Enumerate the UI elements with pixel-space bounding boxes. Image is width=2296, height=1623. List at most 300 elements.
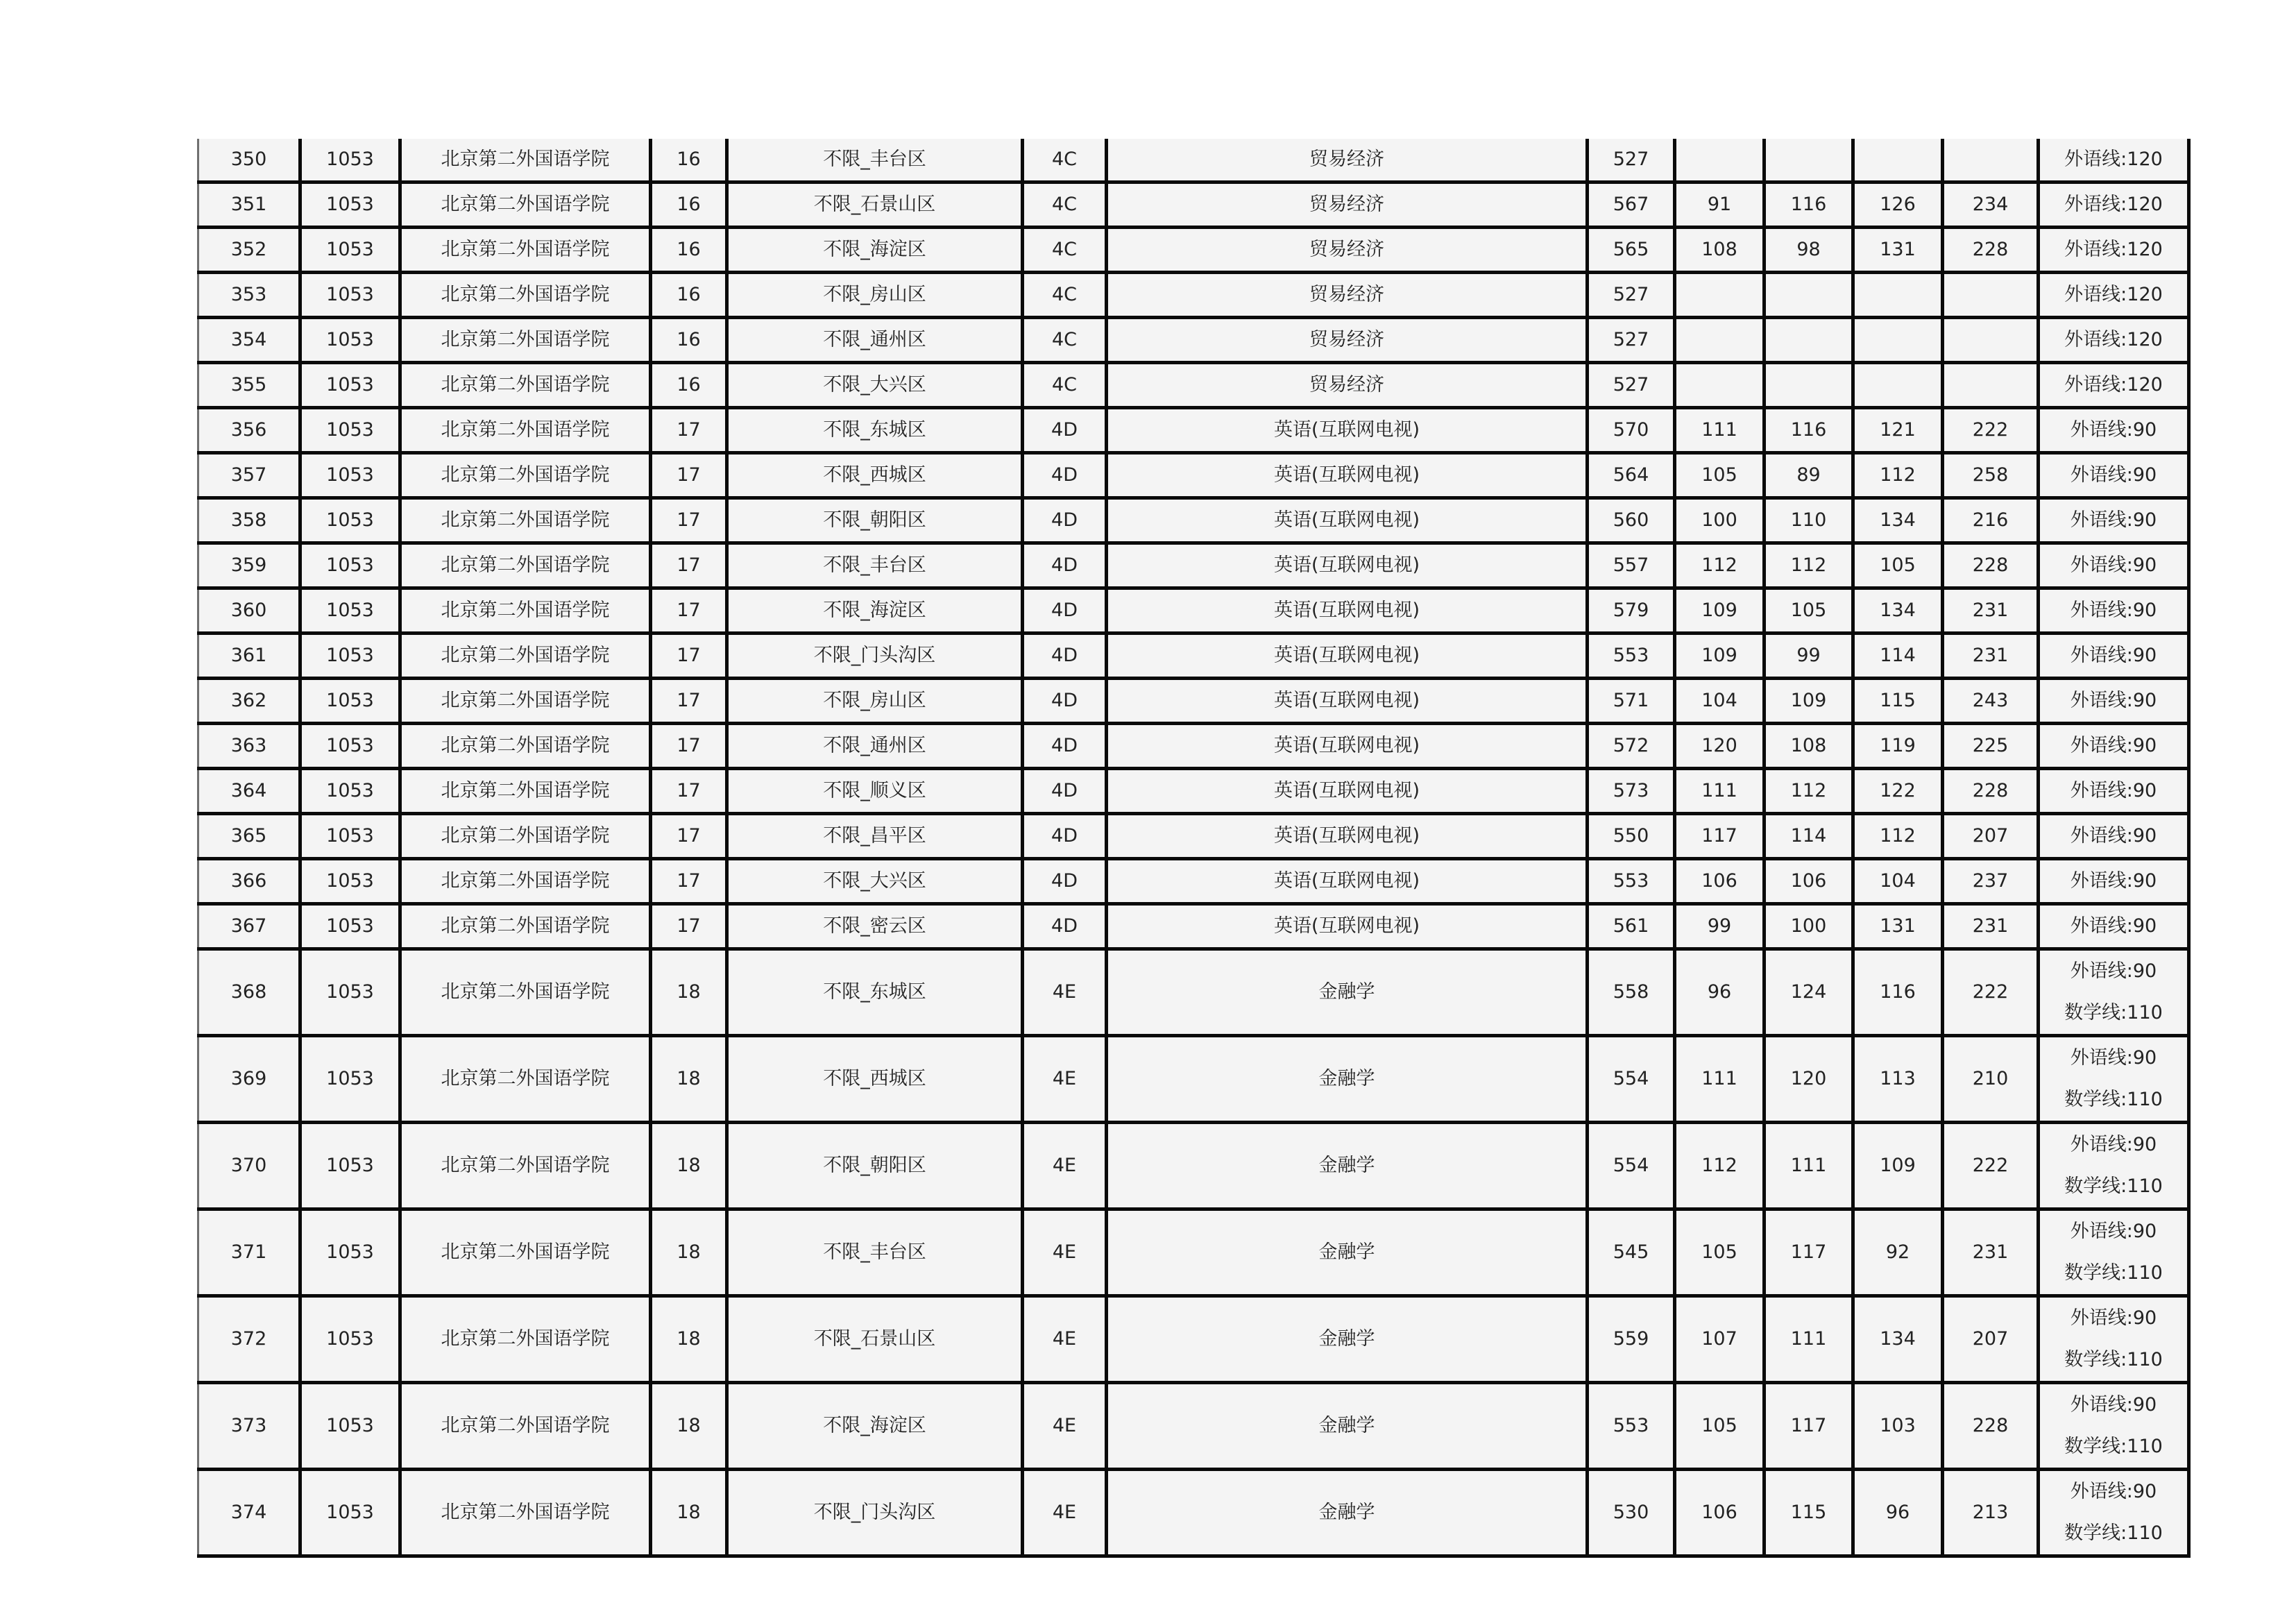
school-name-cell: 北京第二外国语学院 bbox=[400, 139, 651, 182]
table-row bbox=[198, 139, 2189, 182]
school-code-cell: 1053 bbox=[300, 228, 400, 273]
subject-score-4-cell: 213 bbox=[1943, 1470, 2039, 1556]
major-name-cell: 贸易经济 bbox=[1107, 318, 1588, 363]
score-line-note: 外语线:120 bbox=[2064, 284, 2163, 305]
subject-score-2-cell: 100 bbox=[1764, 904, 1853, 949]
subject-score-2-cell: 105 bbox=[1764, 588, 1853, 634]
subject-score-3-cell: 121 bbox=[1853, 408, 1943, 453]
school-code-cell: 1053 bbox=[300, 724, 400, 769]
major-code-cell: 4C bbox=[1023, 273, 1107, 318]
total-score-cell: 572 bbox=[1588, 724, 1675, 769]
school-code-cell: 1053 bbox=[300, 949, 400, 1036]
subject-score-3-cell: 119 bbox=[1853, 724, 1943, 769]
subject-score-2-cell: 114 bbox=[1764, 814, 1853, 859]
major-name-cell: 英语(互联网电视) bbox=[1107, 814, 1588, 859]
district-cell: 不限_丰台区 bbox=[727, 1209, 1023, 1296]
subject-score-2-cell: 109 bbox=[1764, 679, 1853, 724]
subject-score-3-cell: 103 bbox=[1853, 1383, 1943, 1470]
subject-score-3-cell: 114 bbox=[1853, 634, 1943, 679]
subject-score-1-cell bbox=[1675, 139, 1764, 182]
district-cell: 不限_通州区 bbox=[727, 318, 1023, 363]
subject-score-2-cell: 117 bbox=[1764, 1209, 1853, 1296]
school-name-cell: 北京第二外国语学院 bbox=[400, 318, 651, 363]
score-line-note-cell bbox=[2039, 1383, 2189, 1470]
subject-score-4-cell: 207 bbox=[1943, 814, 2039, 859]
score-line-note: 数学线:110 bbox=[2064, 1089, 2163, 1110]
subject-score-2-cell: 99 bbox=[1764, 634, 1853, 679]
subject-score-2-cell: 98 bbox=[1764, 228, 1853, 273]
major-code-cell: 4E bbox=[1023, 1470, 1107, 1556]
school-code-cell: 1053 bbox=[300, 182, 400, 228]
table-row bbox=[198, 228, 2189, 273]
subject-score-3-cell: 134 bbox=[1853, 498, 1943, 543]
row-number-cell: 370 bbox=[198, 1123, 300, 1209]
district-cell: 不限_门头沟区 bbox=[727, 634, 1023, 679]
total-score-cell: 530 bbox=[1588, 1470, 1675, 1556]
major-name-cell: 贸易经济 bbox=[1107, 182, 1588, 228]
school-code-cell: 1053 bbox=[300, 139, 400, 182]
school-code-cell: 1053 bbox=[300, 679, 400, 724]
district-cell: 不限_顺义区 bbox=[727, 769, 1023, 814]
school-name-cell: 北京第二外国语学院 bbox=[400, 679, 651, 724]
subject-score-2-cell: 108 bbox=[1764, 724, 1853, 769]
district-cell: 不限_朝阳区 bbox=[727, 1123, 1023, 1209]
district-cell: 不限_大兴区 bbox=[727, 859, 1023, 904]
row-number-cell: 360 bbox=[198, 588, 300, 634]
score-line-note: 外语线:90 bbox=[2070, 419, 2157, 441]
subject-score-1-cell: 106 bbox=[1675, 1470, 1764, 1556]
district-cell: 不限_门头沟区 bbox=[727, 1470, 1023, 1556]
subject-score-1-cell: 106 bbox=[1675, 859, 1764, 904]
group-code-cell: 17 bbox=[651, 769, 727, 814]
district-cell: 不限_大兴区 bbox=[727, 363, 1023, 408]
subject-score-4-cell: 222 bbox=[1943, 1123, 2039, 1209]
table-row bbox=[198, 859, 2189, 904]
school-name-cell: 北京第二外国语学院 bbox=[400, 724, 651, 769]
major-name-cell: 英语(互联网电视) bbox=[1107, 543, 1588, 588]
school-code-cell: 1053 bbox=[300, 769, 400, 814]
school-name-cell: 北京第二外国语学院 bbox=[400, 634, 651, 679]
major-name-cell: 金融学 bbox=[1107, 1470, 1588, 1556]
subject-score-1-cell: 117 bbox=[1675, 814, 1764, 859]
total-score-cell: 527 bbox=[1588, 139, 1675, 182]
subject-score-1-cell: 111 bbox=[1675, 1036, 1764, 1123]
subject-score-2-cell: 112 bbox=[1764, 543, 1853, 588]
major-name-cell: 金融学 bbox=[1107, 949, 1588, 1036]
score-line-note: 外语线:90 bbox=[2070, 1307, 2157, 1329]
subject-score-3-cell: 131 bbox=[1853, 904, 1943, 949]
school-code-cell: 1053 bbox=[300, 318, 400, 363]
score-line-note-cell bbox=[2039, 859, 2189, 904]
subject-score-2-cell: 112 bbox=[1764, 769, 1853, 814]
major-name-cell: 英语(互联网电视) bbox=[1107, 408, 1588, 453]
subject-score-2-cell: 116 bbox=[1764, 408, 1853, 453]
subject-score-4-cell bbox=[1943, 318, 2039, 363]
total-score-cell: 560 bbox=[1588, 498, 1675, 543]
subject-score-1-cell bbox=[1675, 318, 1764, 363]
table-row bbox=[198, 769, 2189, 814]
subject-score-1-cell: 112 bbox=[1675, 543, 1764, 588]
row-number-cell: 358 bbox=[198, 498, 300, 543]
total-score-cell: 571 bbox=[1588, 679, 1675, 724]
table-row bbox=[198, 273, 2189, 318]
score-line-note-cell bbox=[2039, 182, 2189, 228]
district-cell: 不限_房山区 bbox=[727, 273, 1023, 318]
subject-score-1-cell: 100 bbox=[1675, 498, 1764, 543]
school-code-cell: 1053 bbox=[300, 859, 400, 904]
score-line-note: 数学线:110 bbox=[2064, 1522, 2163, 1544]
row-number-cell: 354 bbox=[198, 318, 300, 363]
subject-score-1-cell: 91 bbox=[1675, 182, 1764, 228]
subject-score-1-cell bbox=[1675, 363, 1764, 408]
school-name-cell: 北京第二外国语学院 bbox=[400, 408, 651, 453]
score-line-note-cell bbox=[2039, 543, 2189, 588]
group-code-cell: 17 bbox=[651, 679, 727, 724]
score-line-note: 外语线:90 bbox=[2070, 1481, 2157, 1502]
score-line-note-cell bbox=[2039, 228, 2189, 273]
subject-score-2-cell: 106 bbox=[1764, 859, 1853, 904]
group-code-cell: 17 bbox=[651, 453, 727, 498]
school-code-cell: 1053 bbox=[300, 634, 400, 679]
row-number-cell: 374 bbox=[198, 1470, 300, 1556]
school-name-cell: 北京第二外国语学院 bbox=[400, 543, 651, 588]
score-line-note: 数学线:110 bbox=[2064, 1175, 2163, 1197]
score-line-note: 外语线:90 bbox=[2070, 1134, 2157, 1155]
row-number-cell: 357 bbox=[198, 453, 300, 498]
score-line-note: 外语线:90 bbox=[2070, 690, 2157, 711]
score-line-note: 外语线:120 bbox=[2064, 239, 2163, 260]
subject-score-4-cell: 222 bbox=[1943, 408, 2039, 453]
score-line-note: 外语线:90 bbox=[2070, 870, 2157, 892]
total-score-cell: 527 bbox=[1588, 318, 1675, 363]
row-number-cell: 365 bbox=[198, 814, 300, 859]
row-number-cell: 366 bbox=[198, 859, 300, 904]
score-line-note-cell bbox=[2039, 363, 2189, 408]
table-row bbox=[198, 408, 2189, 453]
major-name-cell: 金融学 bbox=[1107, 1123, 1588, 1209]
score-line-note-cell bbox=[2039, 318, 2189, 363]
total-score-cell: 559 bbox=[1588, 1296, 1675, 1383]
school-name-cell: 北京第二外国语学院 bbox=[400, 1209, 651, 1296]
major-name-cell: 贸易经济 bbox=[1107, 363, 1588, 408]
table-row bbox=[198, 949, 2189, 1036]
subject-score-1-cell: 111 bbox=[1675, 769, 1764, 814]
subject-score-1-cell: 109 bbox=[1675, 588, 1764, 634]
subject-score-1-cell: 105 bbox=[1675, 1383, 1764, 1470]
subject-score-2-cell bbox=[1764, 273, 1853, 318]
major-code-cell: 4C bbox=[1023, 182, 1107, 228]
subject-score-3-cell: 131 bbox=[1853, 228, 1943, 273]
row-number-cell: 372 bbox=[198, 1296, 300, 1383]
total-score-cell: 579 bbox=[1588, 588, 1675, 634]
score-line-note-cell bbox=[2039, 769, 2189, 814]
group-code-cell: 18 bbox=[651, 1383, 727, 1470]
major-code-cell: 4D bbox=[1023, 543, 1107, 588]
group-code-cell: 18 bbox=[651, 1209, 727, 1296]
score-line-note: 外语线:90 bbox=[2070, 735, 2157, 756]
school-code-cell: 1053 bbox=[300, 543, 400, 588]
total-score-cell: 554 bbox=[1588, 1036, 1675, 1123]
score-line-note-cell bbox=[2039, 1209, 2189, 1296]
school-code-cell: 1053 bbox=[300, 1470, 400, 1556]
major-code-cell: 4D bbox=[1023, 408, 1107, 453]
table-row bbox=[198, 679, 2189, 724]
subject-score-2-cell: 120 bbox=[1764, 1036, 1853, 1123]
table-row bbox=[198, 1036, 2189, 1123]
score-line-note: 外语线:90 bbox=[2070, 645, 2157, 666]
major-name-cell: 英语(互联网电视) bbox=[1107, 904, 1588, 949]
subject-score-3-cell: 126 bbox=[1853, 182, 1943, 228]
table-body bbox=[198, 139, 2189, 1556]
subject-score-3-cell: 112 bbox=[1853, 453, 1943, 498]
school-code-cell: 1053 bbox=[300, 588, 400, 634]
score-line-note-cell bbox=[2039, 724, 2189, 769]
group-code-cell: 16 bbox=[651, 182, 727, 228]
row-number-cell: 363 bbox=[198, 724, 300, 769]
school-name-cell: 北京第二外国语学院 bbox=[400, 588, 651, 634]
total-score-cell: 567 bbox=[1588, 182, 1675, 228]
district-cell: 不限_东城区 bbox=[727, 408, 1023, 453]
major-code-cell: 4E bbox=[1023, 949, 1107, 1036]
row-number-cell: 371 bbox=[198, 1209, 300, 1296]
score-line-note: 外语线:90 bbox=[2070, 554, 2157, 576]
school-name-cell: 北京第二外国语学院 bbox=[400, 904, 651, 949]
score-line-note: 外语线:90 bbox=[2070, 600, 2157, 621]
subject-score-4-cell: 234 bbox=[1943, 182, 2039, 228]
major-name-cell: 贸易经济 bbox=[1107, 139, 1588, 182]
table-row bbox=[198, 453, 2189, 498]
score-line-note-cell bbox=[2039, 1036, 2189, 1123]
row-number-cell: 355 bbox=[198, 363, 300, 408]
subject-score-4-cell: 228 bbox=[1943, 543, 2039, 588]
school-name-cell: 北京第二外国语学院 bbox=[400, 498, 651, 543]
subject-score-4-cell: 231 bbox=[1943, 1209, 2039, 1296]
subject-score-3-cell: 134 bbox=[1853, 588, 1943, 634]
score-line-note: 外语线:90 bbox=[2070, 509, 2157, 531]
group-code-cell: 18 bbox=[651, 1036, 727, 1123]
total-score-cell: 553 bbox=[1588, 1383, 1675, 1470]
subject-score-2-cell bbox=[1764, 139, 1853, 182]
total-score-cell: 554 bbox=[1588, 1123, 1675, 1209]
total-score-cell: 553 bbox=[1588, 634, 1675, 679]
total-score-cell: 558 bbox=[1588, 949, 1675, 1036]
subject-score-1-cell: 107 bbox=[1675, 1296, 1764, 1383]
subject-score-3-cell: 92 bbox=[1853, 1209, 1943, 1296]
district-cell: 不限_丰台区 bbox=[727, 139, 1023, 182]
major-code-cell: 4E bbox=[1023, 1209, 1107, 1296]
subject-score-1-cell bbox=[1675, 273, 1764, 318]
total-score-cell: 570 bbox=[1588, 408, 1675, 453]
subject-score-4-cell bbox=[1943, 363, 2039, 408]
school-code-cell: 1053 bbox=[300, 1296, 400, 1383]
group-code-cell: 17 bbox=[651, 588, 727, 634]
subject-score-4-cell: 237 bbox=[1943, 859, 2039, 904]
major-code-cell: 4C bbox=[1023, 139, 1107, 182]
school-code-cell: 1053 bbox=[300, 498, 400, 543]
score-line-note: 外语线:90 bbox=[2070, 780, 2157, 801]
subject-score-3-cell: 109 bbox=[1853, 1123, 1943, 1209]
subject-score-3-cell: 105 bbox=[1853, 543, 1943, 588]
school-name-cell: 北京第二外国语学院 bbox=[400, 949, 651, 1036]
subject-score-1-cell: 104 bbox=[1675, 679, 1764, 724]
table-row bbox=[198, 363, 2189, 408]
school-name-cell: 北京第二外国语学院 bbox=[400, 859, 651, 904]
major-name-cell: 英语(互联网电视) bbox=[1107, 859, 1588, 904]
subject-score-3-cell: 116 bbox=[1853, 949, 1943, 1036]
subject-score-2-cell: 115 bbox=[1764, 1470, 1853, 1556]
score-line-note-cell bbox=[2039, 408, 2189, 453]
major-code-cell: 4E bbox=[1023, 1123, 1107, 1209]
subject-score-4-cell: 222 bbox=[1943, 949, 2039, 1036]
subject-score-4-cell: 231 bbox=[1943, 904, 2039, 949]
major-name-cell: 贸易经济 bbox=[1107, 273, 1588, 318]
school-code-cell: 1053 bbox=[300, 1123, 400, 1209]
group-code-cell: 18 bbox=[651, 949, 727, 1036]
district-cell: 不限_石景山区 bbox=[727, 1296, 1023, 1383]
school-code-cell: 1053 bbox=[300, 408, 400, 453]
major-name-cell: 英语(互联网电视) bbox=[1107, 769, 1588, 814]
group-code-cell: 17 bbox=[651, 543, 727, 588]
total-score-cell: 564 bbox=[1588, 453, 1675, 498]
subject-score-1-cell: 120 bbox=[1675, 724, 1764, 769]
subject-score-1-cell: 111 bbox=[1675, 408, 1764, 453]
score-line-note-cell bbox=[2039, 1296, 2189, 1383]
row-number-cell: 362 bbox=[198, 679, 300, 724]
group-code-cell: 18 bbox=[651, 1296, 727, 1383]
major-code-cell: 4D bbox=[1023, 679, 1107, 724]
subject-score-4-cell: 231 bbox=[1943, 588, 2039, 634]
subject-score-4-cell bbox=[1943, 139, 2039, 182]
score-line-note-cell bbox=[2039, 679, 2189, 724]
score-line-note-cell bbox=[2039, 904, 2189, 949]
table-row bbox=[198, 318, 2189, 363]
score-line-note: 外语线:120 bbox=[2064, 329, 2163, 350]
subject-score-4-cell: 228 bbox=[1943, 1383, 2039, 1470]
subject-score-4-cell: 225 bbox=[1943, 724, 2039, 769]
school-code-cell: 1053 bbox=[300, 814, 400, 859]
row-number-cell: 364 bbox=[198, 769, 300, 814]
subject-score-1-cell: 109 bbox=[1675, 634, 1764, 679]
total-score-cell: 565 bbox=[1588, 228, 1675, 273]
group-code-cell: 17 bbox=[651, 814, 727, 859]
row-number-cell: 352 bbox=[198, 228, 300, 273]
major-name-cell: 英语(互联网电视) bbox=[1107, 498, 1588, 543]
major-name-cell: 金融学 bbox=[1107, 1209, 1588, 1296]
district-cell: 不限_通州区 bbox=[727, 724, 1023, 769]
score-line-note-cell bbox=[2039, 634, 2189, 679]
major-name-cell: 金融学 bbox=[1107, 1296, 1588, 1383]
school-name-cell: 北京第二外国语学院 bbox=[400, 1036, 651, 1123]
score-line-note: 外语线:120 bbox=[2064, 194, 2163, 215]
row-number-cell: 359 bbox=[198, 543, 300, 588]
school-name-cell: 北京第二外国语学院 bbox=[400, 273, 651, 318]
score-line-note: 外语线:90 bbox=[2070, 1394, 2157, 1416]
major-name-cell: 英语(互联网电视) bbox=[1107, 453, 1588, 498]
subject-score-2-cell: 111 bbox=[1764, 1123, 1853, 1209]
table-row bbox=[198, 1123, 2189, 1209]
subject-score-4-cell: 231 bbox=[1943, 634, 2039, 679]
row-number-cell: 356 bbox=[198, 408, 300, 453]
subject-score-2-cell: 116 bbox=[1764, 182, 1853, 228]
school-name-cell: 北京第二外国语学院 bbox=[400, 1383, 651, 1470]
score-line-note-cell bbox=[2039, 273, 2189, 318]
table-row bbox=[198, 588, 2189, 634]
school-code-cell: 1053 bbox=[300, 453, 400, 498]
school-code-cell: 1053 bbox=[300, 363, 400, 408]
subject-score-3-cell: 122 bbox=[1853, 769, 1943, 814]
district-cell: 不限_西城区 bbox=[727, 453, 1023, 498]
total-score-cell: 553 bbox=[1588, 859, 1675, 904]
major-code-cell: 4C bbox=[1023, 228, 1107, 273]
row-number-cell: 351 bbox=[198, 182, 300, 228]
table-row bbox=[198, 182, 2189, 228]
school-name-cell: 北京第二外国语学院 bbox=[400, 814, 651, 859]
major-code-cell: 4D bbox=[1023, 588, 1107, 634]
subject-score-3-cell bbox=[1853, 318, 1943, 363]
score-line-note-cell bbox=[2039, 1470, 2189, 1556]
table-row bbox=[198, 904, 2189, 949]
subject-score-4-cell: 243 bbox=[1943, 679, 2039, 724]
district-cell: 不限_丰台区 bbox=[727, 543, 1023, 588]
subject-score-3-cell: 96 bbox=[1853, 1470, 1943, 1556]
score-line-note-cell bbox=[2039, 949, 2189, 1036]
school-name-cell: 北京第二外国语学院 bbox=[400, 1123, 651, 1209]
row-number-cell: 350 bbox=[198, 139, 300, 182]
subject-score-1-cell: 112 bbox=[1675, 1123, 1764, 1209]
score-line-note: 外语线:120 bbox=[2064, 148, 2163, 170]
school-code-cell: 1053 bbox=[300, 273, 400, 318]
subject-score-4-cell: 216 bbox=[1943, 498, 2039, 543]
score-line-note: 数学线:110 bbox=[2064, 1262, 2163, 1284]
district-cell: 不限_海淀区 bbox=[727, 588, 1023, 634]
total-score-cell: 561 bbox=[1588, 904, 1675, 949]
major-code-cell: 4D bbox=[1023, 769, 1107, 814]
subject-score-3-cell: 112 bbox=[1853, 814, 1943, 859]
district-cell: 不限_西城区 bbox=[727, 1036, 1023, 1123]
score-line-note: 外语线:120 bbox=[2064, 374, 2163, 396]
major-name-cell: 英语(互联网电视) bbox=[1107, 724, 1588, 769]
district-cell: 不限_房山区 bbox=[727, 679, 1023, 724]
group-code-cell: 16 bbox=[651, 139, 727, 182]
subject-score-2-cell bbox=[1764, 318, 1853, 363]
subject-score-2-cell: 111 bbox=[1764, 1296, 1853, 1383]
major-code-cell: 4D bbox=[1023, 453, 1107, 498]
score-line-note-cell bbox=[2039, 588, 2189, 634]
major-code-cell: 4E bbox=[1023, 1383, 1107, 1470]
subject-score-3-cell bbox=[1853, 139, 1943, 182]
table-row bbox=[198, 498, 2189, 543]
row-number-cell: 373 bbox=[198, 1383, 300, 1470]
major-name-cell: 英语(互联网电视) bbox=[1107, 588, 1588, 634]
district-cell: 不限_昌平区 bbox=[727, 814, 1023, 859]
subject-score-2-cell: 117 bbox=[1764, 1383, 1853, 1470]
subject-score-1-cell: 108 bbox=[1675, 228, 1764, 273]
total-score-cell: 573 bbox=[1588, 769, 1675, 814]
score-line-note: 数学线:110 bbox=[2064, 1002, 2163, 1023]
major-code-cell: 4D bbox=[1023, 859, 1107, 904]
row-number-cell: 367 bbox=[198, 904, 300, 949]
district-cell: 不限_石景山区 bbox=[727, 182, 1023, 228]
subject-score-4-cell: 228 bbox=[1943, 228, 2039, 273]
row-number-cell: 361 bbox=[198, 634, 300, 679]
score-line-note: 外语线:90 bbox=[2070, 1047, 2157, 1069]
subject-score-1-cell: 96 bbox=[1675, 949, 1764, 1036]
score-line-note: 外语线:90 bbox=[2070, 825, 2157, 847]
group-code-cell: 16 bbox=[651, 228, 727, 273]
subject-score-3-cell bbox=[1853, 363, 1943, 408]
subject-score-1-cell: 105 bbox=[1675, 1209, 1764, 1296]
district-cell: 不限_海淀区 bbox=[727, 1383, 1023, 1470]
